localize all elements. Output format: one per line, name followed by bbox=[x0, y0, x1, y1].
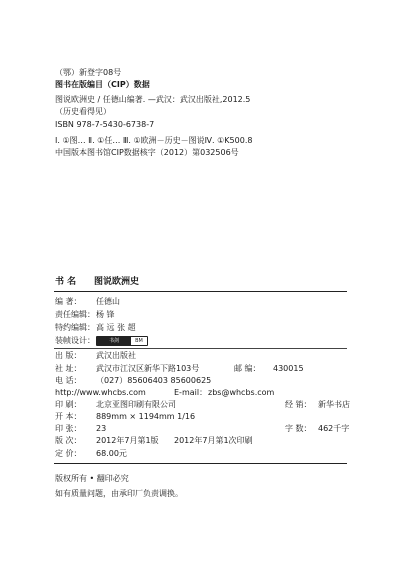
special-editor-label: 特约编辑： bbox=[55, 323, 95, 332]
divider-bottom bbox=[54, 463, 347, 464]
format-label: 开 本： bbox=[55, 412, 82, 421]
book-title: 图说欧洲史 bbox=[94, 277, 140, 287]
printer-label: 印 刷： bbox=[55, 400, 82, 409]
publishing-registration: （鄂）新登字08号 bbox=[55, 68, 122, 77]
designer-badge-text: BM bbox=[135, 338, 143, 344]
distributor-label: 经 销： bbox=[285, 400, 312, 409]
quality-notice: 如有质量问题，由承印厂负责调换。 bbox=[55, 489, 183, 498]
special-editors: 高 远 张 超 bbox=[96, 323, 136, 332]
divider-credits bbox=[54, 348, 347, 349]
divider-top bbox=[54, 291, 347, 292]
printer: 北京亚图印刷有限公司 bbox=[96, 400, 176, 409]
publisher: 武汉出版社 bbox=[96, 351, 136, 360]
author-label: 编 著： bbox=[55, 297, 82, 306]
editor: 杨 锋 bbox=[96, 310, 115, 319]
word-count-label: 字 数： bbox=[285, 424, 312, 433]
distributor: 新华书店 bbox=[318, 400, 350, 409]
cip-series: （历史看得见） bbox=[55, 107, 111, 116]
copyright-notice: 版权所有 • 翻印必究 bbox=[55, 474, 129, 483]
edition-label: 版 次： bbox=[55, 436, 82, 445]
phone: （027）85606403 85600625 bbox=[96, 376, 212, 385]
cip-core-data-number: 中国版本图书馆CIP数据核字（2012）第032506号 bbox=[55, 148, 239, 157]
price: 68.00元 bbox=[96, 449, 127, 458]
sheets: 23 bbox=[96, 424, 107, 433]
address: 武汉市江汉区新华下路103号 bbox=[96, 364, 200, 373]
address-label: 社 址： bbox=[55, 364, 82, 373]
phone-label: 电 话： bbox=[55, 376, 82, 385]
cip-classification: Ⅰ. ①图… Ⅱ. ①任… Ⅲ. ①欧洲－历史－图说Ⅳ. ①K500.8 bbox=[55, 136, 253, 145]
impression: 2012年7月第1次印刷 bbox=[174, 436, 253, 445]
price-label: 定 价： bbox=[55, 449, 82, 458]
email: zbs@whcbs.com bbox=[208, 388, 275, 397]
designer-label: 装帧设计： bbox=[55, 336, 95, 345]
cip-entry: 图说欧洲史 / 任德山编著. —武汉：武汉出版社,2012.5 bbox=[55, 95, 251, 104]
isbn: ISBN 978-7-5430-6738-7 bbox=[55, 120, 155, 129]
designer-logo-text: 书剑 bbox=[108, 338, 119, 344]
designer-badge bbox=[130, 336, 148, 346]
website: http://www.whcbs.com bbox=[55, 388, 146, 397]
book-title-label: 书 名 bbox=[55, 277, 77, 287]
edition: 2012年7月第1版 bbox=[96, 436, 159, 445]
postcode: 430015 bbox=[273, 364, 304, 373]
author: 任德山 bbox=[96, 297, 120, 306]
publisher-label: 出 版： bbox=[55, 351, 82, 360]
designer-logo bbox=[96, 336, 132, 346]
editor-label: 责任编辑： bbox=[55, 310, 95, 319]
word-count: 462千字 bbox=[318, 424, 350, 433]
cip-heading: 图书在版编目（CIP）数据 bbox=[55, 80, 150, 89]
email-label: E-mail： bbox=[174, 388, 208, 397]
format: 889mm × 1194mm 1/16 bbox=[96, 412, 196, 421]
postcode-label: 邮 编： bbox=[234, 364, 261, 373]
sheets-label: 印 张： bbox=[55, 424, 82, 433]
